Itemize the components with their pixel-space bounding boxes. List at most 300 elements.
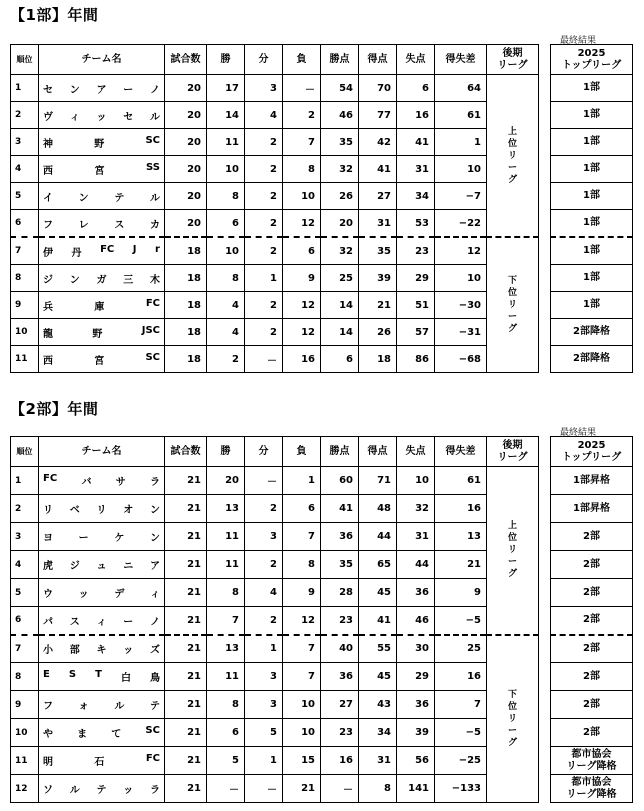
team-name-part: 神 bbox=[43, 138, 53, 150]
wins-cell: － bbox=[207, 775, 245, 803]
team-name-part: ュ bbox=[96, 561, 107, 572]
gf-cell: 71 bbox=[359, 467, 397, 495]
points-cell: 28 bbox=[321, 579, 359, 607]
gf-cell: 21 bbox=[359, 292, 397, 319]
draws-cell: 2 bbox=[245, 495, 283, 523]
final-result-cell: 2部 bbox=[551, 523, 633, 551]
table-row bbox=[11, 129, 633, 156]
table-row bbox=[11, 495, 633, 523]
team-name-part: オ bbox=[123, 505, 134, 516]
header-team: チーム名 bbox=[39, 437, 165, 467]
rank-cell: 2 bbox=[11, 102, 39, 129]
gf-cell: 26 bbox=[359, 319, 397, 346]
gd-cell: 9 bbox=[435, 579, 487, 607]
final-result-cell: 1部 bbox=[551, 265, 633, 292]
gf-cell: 41 bbox=[359, 607, 397, 635]
gf-cell: 39 bbox=[359, 265, 397, 292]
final-result-cell: 1部 bbox=[551, 237, 633, 265]
gd-cell: 64 bbox=[435, 75, 487, 102]
team-name-part: テ bbox=[96, 785, 107, 796]
team-name-part: ズ bbox=[150, 645, 160, 657]
gf-cell: 8 bbox=[359, 775, 397, 803]
losses-cell: 7 bbox=[283, 635, 321, 663]
games-cell: 21 bbox=[165, 551, 207, 579]
gf-cell: 35 bbox=[359, 237, 397, 265]
header-games: 試合数 bbox=[165, 45, 207, 75]
team-name-part: 兵 bbox=[43, 301, 53, 313]
gd-cell: 13 bbox=[435, 523, 487, 551]
games-cell: 21 bbox=[165, 607, 207, 635]
team-name-part: ジ bbox=[43, 274, 53, 286]
gd-cell: 61 bbox=[435, 102, 487, 129]
header-draws: 分 bbox=[245, 45, 283, 75]
header-points: 勝点 bbox=[321, 437, 359, 467]
losses-cell: 2 bbox=[283, 102, 321, 129]
points-cell: 20 bbox=[321, 210, 359, 238]
ga-cell: 10 bbox=[397, 467, 435, 495]
team-name-cell bbox=[39, 102, 165, 129]
header-final: 2025 トップリーグ bbox=[551, 45, 633, 75]
ga-cell: 6 bbox=[397, 75, 435, 102]
ga-cell: 30 bbox=[397, 635, 435, 663]
team-name-cell bbox=[39, 210, 165, 238]
ga-cell: 44 bbox=[397, 551, 435, 579]
team-name-part: レ bbox=[78, 219, 89, 231]
draws-cell: 1 bbox=[245, 635, 283, 663]
team-name-part: パ bbox=[43, 616, 53, 628]
team-name-part: フ bbox=[43, 701, 53, 712]
table-row bbox=[11, 265, 633, 292]
draws-cell: 3 bbox=[245, 691, 283, 719]
losses-cell: 12 bbox=[283, 292, 321, 319]
final-result-cell: 1部 bbox=[551, 75, 633, 102]
final-result-cell: 1部 bbox=[551, 210, 633, 238]
table-row bbox=[11, 747, 633, 775]
header-league: 後期 リーグ bbox=[487, 437, 539, 467]
team-name-part: 石 bbox=[94, 757, 105, 768]
team-name-cell bbox=[39, 265, 165, 292]
wins-cell: 8 bbox=[207, 183, 245, 210]
final-result-cell: 1部 bbox=[551, 292, 633, 319]
final-result-cell: 都市協会 リーグ降格 bbox=[551, 775, 633, 803]
draws-cell: 2 bbox=[245, 237, 283, 265]
games-cell: 21 bbox=[165, 663, 207, 691]
points-cell: 6 bbox=[321, 346, 359, 373]
final-result-cell: 2部降格 bbox=[551, 319, 633, 346]
gd-cell: −30 bbox=[435, 292, 487, 319]
rank-cell: 1 bbox=[11, 75, 39, 102]
header-games: 試合数 bbox=[165, 437, 207, 467]
team-name-part: SC bbox=[145, 351, 160, 363]
header-draws: 分 bbox=[245, 437, 283, 467]
team-name-part: デ bbox=[114, 589, 125, 600]
gd-cell: 12 bbox=[435, 237, 487, 265]
team-name-part: FC bbox=[43, 473, 58, 484]
points-cell: 46 bbox=[321, 102, 359, 129]
team-name-part: 虎 bbox=[43, 561, 53, 572]
team-name-part: ォ bbox=[78, 701, 89, 712]
final-result-cell: 2部降格 bbox=[551, 346, 633, 373]
ga-cell: 23 bbox=[397, 237, 435, 265]
team-name-part: セ bbox=[43, 84, 53, 96]
losses-cell: 1 bbox=[283, 467, 321, 495]
losses-cell: 12 bbox=[283, 607, 321, 635]
draws-cell: 4 bbox=[245, 579, 283, 607]
team-name-cell bbox=[39, 237, 165, 265]
rank-cell: 12 bbox=[11, 775, 39, 803]
team-name-part: 小 bbox=[43, 645, 53, 657]
gd-cell: 10 bbox=[435, 156, 487, 183]
wins-cell: 4 bbox=[207, 292, 245, 319]
wins-cell: 10 bbox=[207, 237, 245, 265]
games-cell: 18 bbox=[165, 265, 207, 292]
draws-cell: 3 bbox=[245, 75, 283, 102]
ga-cell: 86 bbox=[397, 346, 435, 373]
wins-cell: 6 bbox=[207, 210, 245, 238]
team-name-part: 龍 bbox=[43, 328, 53, 340]
rank-cell: 10 bbox=[11, 719, 39, 747]
team-name-part: 野 bbox=[92, 328, 103, 340]
gd-cell: 21 bbox=[435, 551, 487, 579]
gd-cell: −25 bbox=[435, 747, 487, 775]
team-name-cell bbox=[39, 346, 165, 373]
team-name-part: ス bbox=[69, 616, 80, 628]
team-name-part: ッ bbox=[96, 111, 107, 123]
gf-cell: 41 bbox=[359, 156, 397, 183]
losses-cell: 9 bbox=[283, 579, 321, 607]
team-name-part: リ bbox=[96, 505, 107, 516]
rank-cell: 3 bbox=[11, 523, 39, 551]
losses-cell: － bbox=[283, 75, 321, 102]
ga-cell: 41 bbox=[397, 129, 435, 156]
team-name-part: フ bbox=[43, 219, 53, 231]
games-cell: 21 bbox=[165, 635, 207, 663]
draws-cell: － bbox=[245, 346, 283, 373]
wins-cell: 10 bbox=[207, 156, 245, 183]
header-ga: 失点 bbox=[397, 437, 435, 467]
team-name-part: ン bbox=[69, 274, 80, 286]
table-row bbox=[11, 467, 633, 495]
header-gd: 得失差 bbox=[435, 437, 487, 467]
final-result-cell: 1部 bbox=[551, 156, 633, 183]
losses-cell: 12 bbox=[283, 319, 321, 346]
upper-league-label bbox=[487, 467, 539, 635]
draws-cell: 2 bbox=[245, 156, 283, 183]
ga-cell: 53 bbox=[397, 210, 435, 238]
team-name-part: SC bbox=[145, 725, 160, 736]
team-name-part: FC bbox=[145, 753, 160, 764]
division1-title: 【1部】年間 bbox=[10, 6, 99, 24]
draws-cell: 5 bbox=[245, 719, 283, 747]
wins-cell: 11 bbox=[207, 663, 245, 691]
table-row bbox=[11, 607, 633, 635]
team-name-part: ー bbox=[123, 616, 134, 628]
games-cell: 18 bbox=[165, 292, 207, 319]
losses-cell: 15 bbox=[283, 747, 321, 775]
header-losses: 負 bbox=[283, 45, 321, 75]
header-wins: 勝 bbox=[207, 45, 245, 75]
team-name-cell bbox=[39, 156, 165, 183]
team-name-part: ン bbox=[69, 84, 80, 96]
wins-cell: 11 bbox=[207, 129, 245, 156]
games-cell: 20 bbox=[165, 129, 207, 156]
draws-cell: － bbox=[245, 467, 283, 495]
team-name-part: ッ bbox=[123, 645, 134, 657]
lower-league-text: 下位リーグ bbox=[507, 276, 517, 334]
header-league: 後期 リーグ bbox=[487, 45, 539, 75]
team-name-part: ン bbox=[78, 192, 89, 204]
wins-cell: 20 bbox=[207, 467, 245, 495]
games-cell: 20 bbox=[165, 75, 207, 102]
team-name-part: 宮 bbox=[94, 165, 105, 177]
team-name-part: 明 bbox=[43, 757, 53, 768]
team-name-cell bbox=[39, 75, 165, 102]
games-cell: 21 bbox=[165, 579, 207, 607]
gf-cell: 27 bbox=[359, 183, 397, 210]
wins-cell: 8 bbox=[207, 579, 245, 607]
team-name-part: テ bbox=[149, 701, 160, 712]
games-cell: 20 bbox=[165, 210, 207, 238]
team-name-part: ノ bbox=[150, 616, 160, 628]
team-name-part: 丹 bbox=[71, 247, 82, 259]
table-row bbox=[11, 237, 633, 265]
gd-cell: 1 bbox=[435, 129, 487, 156]
division2-title: 【2部】年間 bbox=[10, 400, 99, 418]
gd-cell: −22 bbox=[435, 210, 487, 238]
final-result-cell: 1部 bbox=[551, 183, 633, 210]
rank-cell: 7 bbox=[11, 635, 39, 663]
losses-cell: 6 bbox=[283, 237, 321, 265]
draws-cell: 4 bbox=[245, 102, 283, 129]
points-cell: 25 bbox=[321, 265, 359, 292]
header-wins: 勝 bbox=[207, 437, 245, 467]
team-name-part: ベ bbox=[69, 505, 80, 516]
gd-cell: −7 bbox=[435, 183, 487, 210]
wins-cell: 13 bbox=[207, 495, 245, 523]
rank-cell: 3 bbox=[11, 129, 39, 156]
team-name-part: バ bbox=[81, 477, 92, 488]
upper-league-text: 上位リーグ bbox=[507, 521, 517, 580]
team-name-part: T bbox=[95, 669, 102, 680]
games-cell: 21 bbox=[165, 523, 207, 551]
team-name-part: ま bbox=[77, 729, 88, 740]
points-cell: 14 bbox=[321, 292, 359, 319]
wins-cell: 2 bbox=[207, 346, 245, 373]
final-result-cell: 1部昇格 bbox=[551, 495, 633, 523]
header-gd: 得失差 bbox=[435, 45, 487, 75]
table-row bbox=[11, 635, 633, 663]
games-cell: 21 bbox=[165, 467, 207, 495]
wins-cell: 13 bbox=[207, 635, 245, 663]
team-name-cell bbox=[39, 607, 165, 635]
gf-cell: 45 bbox=[359, 579, 397, 607]
team-name-part: SC bbox=[145, 134, 160, 146]
ga-cell: 16 bbox=[397, 102, 435, 129]
team-name-part: カ bbox=[149, 219, 160, 231]
points-cell: 36 bbox=[321, 523, 359, 551]
losses-cell: 21 bbox=[283, 775, 321, 803]
team-name-part: ウ bbox=[43, 589, 53, 600]
team-name-part: ィ bbox=[69, 111, 80, 123]
team-name-cell bbox=[39, 775, 165, 803]
points-cell: 14 bbox=[321, 319, 359, 346]
gf-cell: 55 bbox=[359, 635, 397, 663]
team-name-part: セ bbox=[123, 111, 134, 123]
losses-cell: 7 bbox=[283, 129, 321, 156]
team-name-part: r bbox=[155, 243, 160, 255]
team-name-part: 庫 bbox=[94, 301, 105, 313]
team-name-part: ッ bbox=[78, 589, 89, 600]
team-name-part: ン bbox=[150, 505, 160, 516]
games-cell: 21 bbox=[165, 719, 207, 747]
header-row bbox=[11, 437, 633, 467]
table-row bbox=[11, 579, 633, 607]
points-cell: 26 bbox=[321, 183, 359, 210]
final-result-cell: 2部 bbox=[551, 607, 633, 635]
ga-cell: 34 bbox=[397, 183, 435, 210]
team-name-part: E bbox=[43, 669, 50, 680]
draws-cell: 1 bbox=[245, 747, 283, 775]
table-row bbox=[11, 551, 633, 579]
rank-cell: 11 bbox=[11, 346, 39, 373]
team-name-part: 鳥 bbox=[150, 673, 160, 684]
team-name-cell bbox=[39, 747, 165, 775]
team-name-part: SS bbox=[146, 161, 160, 173]
team-name-part: て bbox=[111, 729, 122, 740]
games-cell: 20 bbox=[165, 102, 207, 129]
points-cell: 35 bbox=[321, 551, 359, 579]
team-name-part: 白 bbox=[120, 673, 131, 684]
team-name-part: キ bbox=[96, 645, 107, 657]
losses-cell: 10 bbox=[283, 719, 321, 747]
gf-cell: 43 bbox=[359, 691, 397, 719]
rank-cell: 10 bbox=[11, 319, 39, 346]
team-name-part: ガ bbox=[96, 274, 107, 286]
team-name-part: JSC bbox=[141, 324, 160, 336]
final-result-cell: 2部 bbox=[551, 719, 633, 747]
team-name-cell bbox=[39, 551, 165, 579]
ga-cell: 36 bbox=[397, 579, 435, 607]
table-row bbox=[11, 156, 633, 183]
header-gf: 得点 bbox=[359, 45, 397, 75]
gf-cell: 44 bbox=[359, 523, 397, 551]
rank-cell: 8 bbox=[11, 265, 39, 292]
team-name-cell bbox=[39, 691, 165, 719]
gd-cell: 10 bbox=[435, 265, 487, 292]
team-name-part: 部 bbox=[69, 645, 80, 657]
games-cell: 18 bbox=[165, 319, 207, 346]
final-result-cell: 2部 bbox=[551, 551, 633, 579]
team-name-part: 宮 bbox=[94, 355, 105, 367]
team-name-part: ル bbox=[149, 192, 160, 204]
draws-cell: 2 bbox=[245, 183, 283, 210]
gd-cell: −31 bbox=[435, 319, 487, 346]
table-row bbox=[11, 183, 633, 210]
final-result-cell: 2部 bbox=[551, 579, 633, 607]
team-name-cell bbox=[39, 183, 165, 210]
rank-cell: 9 bbox=[11, 292, 39, 319]
team-name-part: ル bbox=[150, 111, 160, 123]
final-result-cell: 2部 bbox=[551, 663, 633, 691]
division1-standings-table bbox=[10, 44, 633, 373]
rank-cell: 11 bbox=[11, 747, 39, 775]
team-name-part: ヴ bbox=[43, 111, 53, 123]
losses-cell: 7 bbox=[283, 523, 321, 551]
division2-final-note: 最終結果 bbox=[560, 428, 597, 438]
rank-cell: 4 bbox=[11, 551, 39, 579]
gd-cell: 25 bbox=[435, 635, 487, 663]
draws-cell: 2 bbox=[245, 607, 283, 635]
ga-cell: 32 bbox=[397, 495, 435, 523]
team-name-part: リ bbox=[43, 505, 53, 516]
ga-cell: 46 bbox=[397, 607, 435, 635]
header-points: 勝点 bbox=[321, 45, 359, 75]
header-row bbox=[11, 45, 633, 75]
gd-cell: 61 bbox=[435, 467, 487, 495]
team-name-part: ヨ bbox=[43, 533, 53, 544]
wins-cell: 4 bbox=[207, 319, 245, 346]
team-name-part: ニ bbox=[123, 561, 134, 572]
gd-cell: −68 bbox=[435, 346, 487, 373]
team-name-part: ラ bbox=[149, 477, 160, 488]
wins-cell: 8 bbox=[207, 265, 245, 292]
header-rank: 順位 bbox=[11, 437, 39, 467]
rank-cell: 2 bbox=[11, 495, 39, 523]
points-cell: 35 bbox=[321, 129, 359, 156]
draws-cell: 1 bbox=[245, 265, 283, 292]
ga-cell: 29 bbox=[397, 265, 435, 292]
team-name-part: ア bbox=[96, 84, 107, 96]
team-name-cell bbox=[39, 495, 165, 523]
games-cell: 21 bbox=[165, 747, 207, 775]
games-cell: 21 bbox=[165, 495, 207, 523]
points-cell: 41 bbox=[321, 495, 359, 523]
team-name-part: ル bbox=[114, 701, 125, 712]
team-name-part: 三 bbox=[123, 274, 134, 286]
points-cell: 40 bbox=[321, 635, 359, 663]
ga-cell: 51 bbox=[397, 292, 435, 319]
gf-cell: 34 bbox=[359, 719, 397, 747]
team-name-cell bbox=[39, 635, 165, 663]
table-row bbox=[11, 346, 633, 373]
team-name-part: 木 bbox=[150, 274, 160, 286]
final-result-cell: 2部 bbox=[551, 691, 633, 719]
header-ga: 失点 bbox=[397, 45, 435, 75]
team-name-part: ノ bbox=[150, 84, 160, 96]
team-name-part: ィ bbox=[149, 589, 160, 600]
team-name-part: ン bbox=[149, 533, 160, 544]
team-name-part: や bbox=[43, 729, 53, 740]
losses-cell: 10 bbox=[283, 183, 321, 210]
gd-cell: −133 bbox=[435, 775, 487, 803]
ga-cell: 39 bbox=[397, 719, 435, 747]
rank-cell: 1 bbox=[11, 467, 39, 495]
losses-cell: 9 bbox=[283, 265, 321, 292]
final-result-cell: 1部昇格 bbox=[551, 467, 633, 495]
rank-cell: 8 bbox=[11, 663, 39, 691]
gf-cell: 42 bbox=[359, 129, 397, 156]
table-row bbox=[11, 523, 633, 551]
team-name-cell bbox=[39, 129, 165, 156]
team-name-part: サ bbox=[115, 477, 126, 488]
ga-cell: 56 bbox=[397, 747, 435, 775]
team-name-part: 西 bbox=[43, 165, 53, 177]
team-name-part: FC bbox=[145, 297, 160, 309]
gf-cell: 31 bbox=[359, 210, 397, 238]
losses-cell: 8 bbox=[283, 156, 321, 183]
games-cell: 20 bbox=[165, 183, 207, 210]
team-name-part: 西 bbox=[43, 355, 53, 367]
